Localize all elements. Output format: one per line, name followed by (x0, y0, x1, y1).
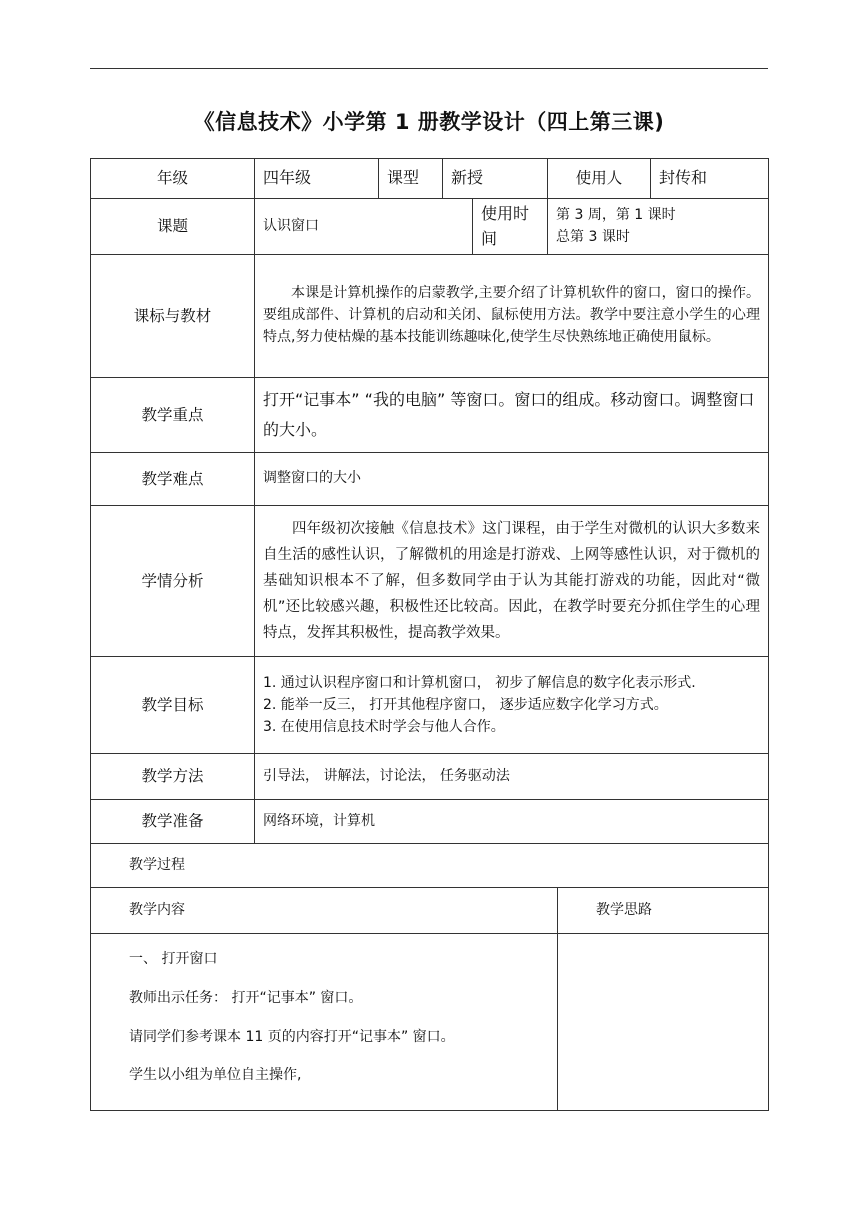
row-process-title (91, 844, 769, 888)
process-thinking (558, 934, 769, 1111)
row-analysis (91, 506, 769, 657)
prep-text: 网络环境，计算机 (255, 800, 769, 844)
row-key-points (91, 378, 769, 453)
goal-item: 2. 能举一反三， 打开其他程序窗口， 逐步适应数字化学习方式。 (263, 697, 668, 713)
row-difficulty (91, 453, 769, 506)
time-value (548, 199, 769, 255)
row-topic (91, 199, 769, 255)
process-line: 教师出示任务： 打开“记事本” 窗口。 (129, 989, 363, 1006)
goal-item: 3. 在使用信息技术时学会与他人合作。 (263, 719, 505, 735)
analysis-text: 四年级初次接触《信息技术》这门课程，由于学生对微机的认识大多数来自生活的感性认识，了解微机的用途是打游戏、上网等感性认识，对于微机的基础知识根本不了解，但多数同学由于认为其能打游戏的功能，因此对“微机”还比较感兴趣，积极性还比较高。因此，在教学时要充分抓住学生的心理特点，发挥其积极性，提高教学效果。 (255, 506, 769, 657)
row-preparation (91, 800, 769, 844)
process-label: 教学过程 (91, 844, 769, 888)
topic-value: 认识窗口 (255, 199, 473, 255)
key-text: 打开“记事本” “我的电脑” 等窗口。窗口的组成。移动窗口。调整窗口的大小。 (255, 378, 769, 453)
process-content (91, 934, 558, 1111)
type-value: 新授 (443, 159, 548, 199)
row-standard (91, 255, 769, 378)
process-line: 学生以小组为单位自主操作, (129, 1067, 302, 1084)
method-label: 教学方法 (91, 754, 255, 800)
difficulty-text: 调整窗口的大小 (255, 453, 769, 506)
goals-list (255, 657, 769, 754)
grade-label: 年级 (91, 159, 255, 199)
lesson-plan-table (90, 158, 769, 1111)
goal-item: 1. 通过认识程序窗口和计算机窗口， 初步了解信息的数字化表示形式. (263, 675, 696, 691)
time-line-1: 第 3 周，第 1 课时 (556, 206, 676, 223)
document-title: 《信息技术》小学第 1 册教学设计（四上第三课) (193, 110, 665, 134)
user-label: 使用人 (548, 159, 651, 199)
prep-label: 教学准备 (91, 800, 255, 844)
process-line: 请同学们参考课本 11 页的内容打开“记事本” 窗口。 (129, 1028, 455, 1045)
thinking-header: 教学思路 (558, 888, 769, 934)
content-header: 教学内容 (91, 888, 558, 934)
difficulty-label: 教学难点 (91, 453, 255, 506)
key-label: 教学重点 (91, 378, 255, 453)
user-value: 封传和 (651, 159, 769, 199)
time-label: 使用时间 (473, 199, 548, 255)
row-process-header (91, 888, 769, 934)
topic-label: 课题 (91, 199, 255, 255)
row-goals (91, 657, 769, 754)
grade-value: 四年级 (255, 159, 379, 199)
header-rule (90, 68, 768, 69)
method-text: 引导法， 讲解法，讨论法， 任务驱动法 (255, 754, 769, 800)
goals-label: 教学目标 (91, 657, 255, 754)
time-line-2: 总第 3 课时 (556, 228, 630, 245)
standard-label: 课标与教材 (91, 255, 255, 378)
row-method (91, 754, 769, 800)
standard-text: 本课是计算机操作的启蒙教学,主要介绍了计算机软件的窗口，窗口的操作。要组成部件、计算机的启动和关闭、鼠标使用方法。教学中要注意小学生的心理特点,努力使枯燥的基本技能训练趣味化,使学生尽快熟练地正确使用鼠标。 (255, 255, 769, 378)
analysis-label: 学情分析 (91, 506, 255, 657)
process-line: 一、 打开窗口 (129, 950, 218, 967)
row-grade (91, 159, 769, 199)
row-process-content (91, 934, 769, 1111)
type-label: 课型 (379, 159, 443, 199)
